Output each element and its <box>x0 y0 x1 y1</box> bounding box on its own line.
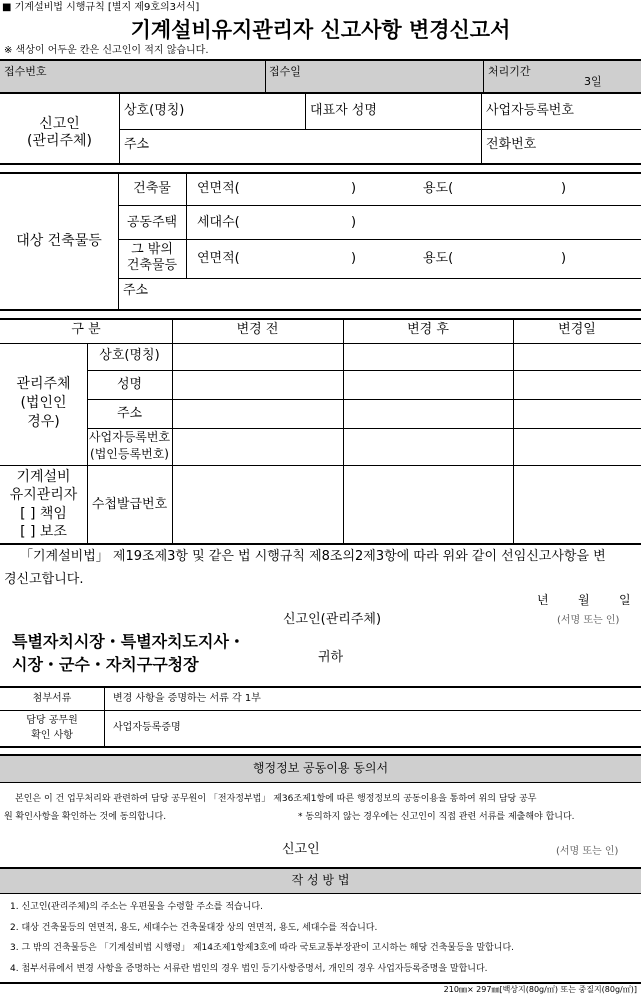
manager-group-label: 관리주체 <box>16 376 71 392</box>
honorific: 귀하 <box>318 650 344 665</box>
households-label: 세대수( <box>197 215 240 230</box>
target-section-label: 대상 건축물등 <box>16 233 102 249</box>
consent-sign-hint: (서명 또는 인) <box>556 846 619 857</box>
building-use-label: 용도( <box>423 181 454 196</box>
row-address: 주소 <box>116 406 143 421</box>
reporter-address-label: 주소 <box>124 137 150 152</box>
row-business-name: 상호(명칭) <box>99 348 160 363</box>
instructions-title: 작 성 방 법 <box>291 873 350 887</box>
shading-note: ※ 색상이 어두운 칸은 신고인이 적지 않습니다. <box>4 45 209 56</box>
declaration-reporter-label: 신고인(관리주체) <box>283 612 382 627</box>
consent-title: 행정정보 공동이용 동의서 <box>252 761 389 775</box>
building-label: 건축물 <box>133 181 171 196</box>
row-business-registration: 사업자등록번호 <box>88 430 171 444</box>
consent-text-1: 본인은 이 건 업무처리와 관련하여 담당 공무원이 「전자정부법」 제36조제1항에 따른 행정정보의 공동이용을 통하여 위의 담당 공무 <box>15 794 537 804</box>
consent-reporter-label: 신고인 <box>282 842 320 857</box>
row-corporate-registration: (법인등록번호) <box>90 447 169 461</box>
reporter-section-label: 신고인 <box>39 116 80 132</box>
other-building-sublabel: 건축물등 <box>126 258 178 273</box>
declaration-sign-hint: (서명 또는 인) <box>557 615 620 626</box>
col-after: 변경 후 <box>407 322 449 337</box>
mech-manager-sublabel: 유지관리자 <box>9 487 78 503</box>
attachments-value: 변경 사항을 증명하는 서류 각 1부 <box>113 693 261 704</box>
form-title: 기계설비유지관리자 신고사항 변경신고서 <box>130 18 511 42</box>
assistant-checkbox[interactable]: [ ] 보조 <box>20 524 67 540</box>
building-area-label: 연면적( <box>197 181 240 196</box>
phone-label: 전화번호 <box>486 137 537 152</box>
business-registration-label: 사업자등록번호 <box>486 103 574 118</box>
representative-name-label: 대표자 성명 <box>310 103 377 118</box>
form-reference: ■ 기계설비법 시행규칙 [별지 제9호의3서식] <box>2 2 200 13</box>
other-area-label: 연면적( <box>197 251 240 266</box>
col-before: 변경 전 <box>236 322 279 337</box>
consent-text-2: 원 확인사항을 확인하는 것에 동의합니다. <box>4 812 167 822</box>
consent-text-3: * 동의하지 않는 경우에는 신고인이 직접 관련 서류를 제출해야 합니다. <box>298 812 575 822</box>
receipt-row <box>0 60 641 92</box>
other-building-label: 그 밖의 <box>131 242 173 257</box>
building-area-close: ) <box>351 181 357 196</box>
processing-period-value: 3일 <box>584 75 602 88</box>
receipt-number-label: 접수번호 <box>4 65 47 78</box>
date-month: 월 <box>578 593 590 607</box>
attachments-label: 첨부서류 <box>32 693 72 704</box>
instruction-item: 4. 첨부서류에서 변경 사항을 증명하는 서류란 법인의 경우 법인 등기사항증명서, 개인의 경우 사업자등록증명을 말합니다. <box>10 964 488 974</box>
responsible-checkbox[interactable]: [ ] 책임 <box>20 506 67 522</box>
date-day: 일 <box>619 593 631 607</box>
manager-group-sublabel-1: (법인인 <box>20 395 67 411</box>
row-certificate-number: 수첩발급번호 <box>91 497 168 512</box>
other-use-label: 용도( <box>423 251 454 266</box>
date-year: 년 <box>537 593 549 607</box>
declaration-text-1: 「기계설비법」 제19조제3항 및 같은 법 시행규칙 제8조의2제3항에 따라 위와 같이 선임신고사항을 변 <box>20 549 606 564</box>
business-name-label: 상호(명칭) <box>124 103 185 118</box>
manager-group-sublabel-2: 경우) <box>27 414 60 430</box>
receipt-date-label: 접수일 <box>269 65 301 78</box>
recipient-line-1: 특별자치시장・특별자치도지사・ <box>12 632 245 651</box>
housing-label: 공동주택 <box>126 215 178 230</box>
processing-period-label: 처리기간 <box>488 65 531 78</box>
households-close: ) <box>351 215 357 230</box>
instruction-item: 2. 대상 건축물등의 연면적, 용도, 세대수는 건축물대장 상의 연면적, 용도, 세대수를 적습니다. <box>10 923 378 933</box>
col-change-date: 변경일 <box>558 322 596 337</box>
recipient-line-2: 시장・군수・자치구구청장 <box>12 655 199 674</box>
official-check-sublabel: 확인 사항 <box>31 730 73 741</box>
reporter-section-sublabel: (관리주체) <box>26 133 93 149</box>
col-category: 구 분 <box>71 322 101 337</box>
instruction-item: 3. 그 밖의 건축물등은 「기계설비법 시행령」 제14조제1항제3호에 따라 국토교통부장관이 고시하는 해당 건축물등을 말합니다. <box>10 943 514 953</box>
building-use-close: ) <box>561 181 567 196</box>
target-address-label: 주소 <box>123 283 149 298</box>
instruction-item: 1. 신고인(관리주체)의 주소는 우편물을 수령할 주소를 적습니다. <box>10 902 263 912</box>
row-person-name: 성명 <box>116 377 143 392</box>
other-use-close: ) <box>561 251 567 266</box>
other-area-close: ) <box>351 251 357 266</box>
mech-manager-label: 기계설비 <box>16 469 71 485</box>
official-check-label: 담당 공무원 <box>26 715 78 726</box>
declaration-text-2: 경신고합니다. <box>4 572 84 587</box>
official-check-value: 사업자등록증명 <box>113 722 181 733</box>
paper-spec: 210㎜× 297㎜[백상지(80g/㎡) 또는 중질지(80g/㎡)] <box>443 985 637 994</box>
